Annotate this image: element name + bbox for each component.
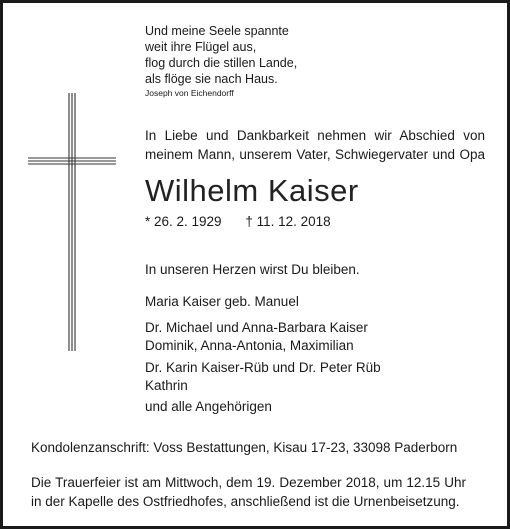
mourner-group	[145, 398, 272, 416]
deceased-name: Wilhelm Kaiser	[145, 173, 359, 208]
motto: In unseren Herzen wirst Du bleiben.	[145, 262, 360, 277]
birth-date: * 26. 2. 1929	[145, 214, 222, 229]
poem-line: als flöge sie nach Haus.	[145, 72, 278, 86]
condolence-address: Kondolenzanschrift: Voss Bestattungen, Kisau 17-23, 33098 Paderborn	[31, 440, 458, 455]
cross-icon	[28, 93, 118, 353]
intro-text: In Liebe und Dankbarkeit nehmen wir Abschied von meinem Mann, unserem Vater, Schwiegervater und Opa	[145, 128, 485, 162]
mourner-line: Maria Kaiser geb. Manuel	[145, 294, 299, 309]
poem-line: flog durch die stillen Lande,	[145, 56, 298, 70]
death-date: † 11. 12. 2018	[245, 214, 331, 229]
life-dates	[145, 214, 331, 229]
mourner-line: Dr. Karin Kaiser-Rüb und Dr. Peter Rüb	[145, 360, 381, 375]
mourner-group	[145, 359, 381, 395]
poem-author: Joseph von Eichendorff	[145, 88, 234, 98]
poem	[145, 23, 297, 87]
mourner-line: Dominik, Anna-Antonia, Maximilian	[145, 338, 354, 353]
mourner-line: Kathrin	[145, 378, 188, 393]
mourner-line: Dr. Michael und Anna-Barbara Kaiser	[145, 320, 368, 335]
funeral-service-info: Die Trauerfeier ist am Mittwoch, dem 19. Dezember 2018, um 12.15 Uhr in der Kapelle des Ostfriedhofes, anschließend ist die Urnenbeisetzung.	[31, 475, 466, 509]
mourner-line: und alle Angehörigen	[145, 399, 272, 414]
mourner-group	[145, 293, 299, 311]
poem-line: Und meine Seele spannte	[145, 24, 289, 38]
poem-line: weit ihre Flügel aus,	[145, 40, 257, 54]
mourner-group	[145, 319, 368, 355]
